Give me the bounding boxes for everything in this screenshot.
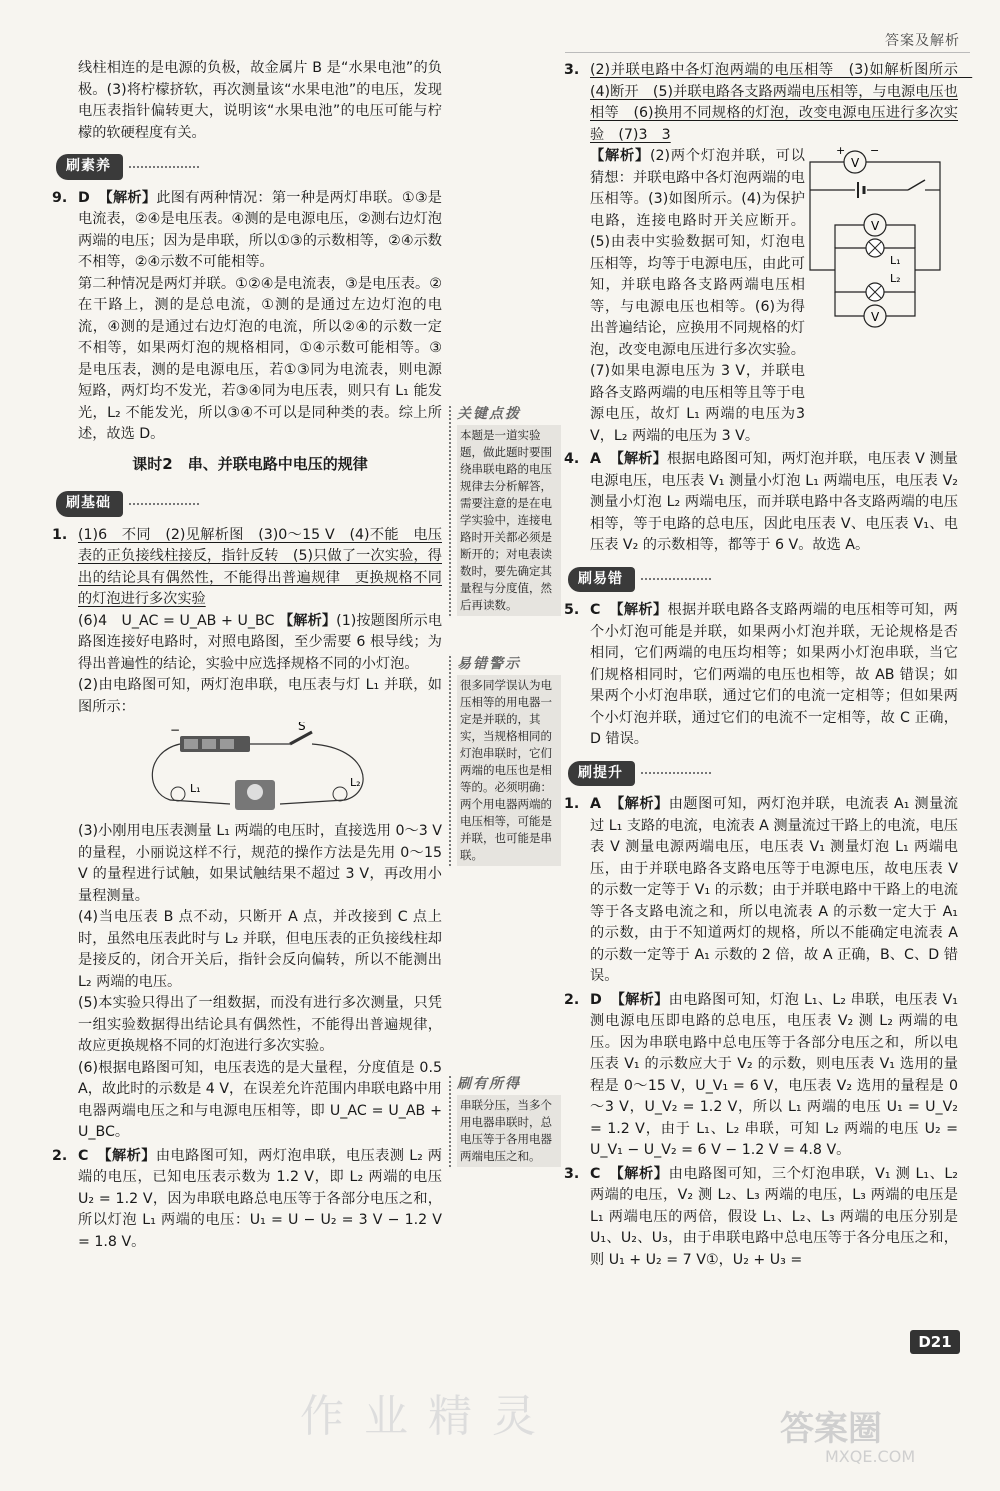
question-number: 5. — [564, 602, 580, 618]
note-error-warning — [449, 656, 561, 866]
section-rule — [641, 772, 711, 774]
answer-letter: C — [590, 1165, 601, 1182]
analysis-text: 由电路图可知，两灯泡串联，电压表测 L₂ 两端的电压，已知电压表示数为 1.2 V，即 L₂ 两端的电压 U₂ = 1.2 V，因为串联电路总电压等于各部分电压之和，所以灯泡 L₁ 两端的电压：U₁ = U − U₂ = 3 V − 1.2 V = 1.8 V。 — [78, 1147, 442, 1250]
watermark-logo — [770, 1400, 970, 1470]
figure-label-S: S — [298, 722, 306, 733]
figure-label-V: V — [871, 310, 880, 324]
corner-title: 答案及解析 — [885, 33, 960, 49]
question-1 — [52, 525, 443, 1144]
analysis-tag: 【解析】 — [610, 796, 669, 812]
analysis-tag: 【解析】 — [98, 189, 157, 206]
analysis-part-4: (4)当电压表 B 点不动，只断开 A 点，并改接到 C 点上时，虽然电压表此时与 L₂ 并联，但电压表的正负接线柱却是接反的，闭合开关后，指针会反向偏转，所以不能测出 L₂ 两端的电压。 — [78, 909, 442, 990]
section-badge: 刷基础 — [56, 491, 123, 517]
page-number: D21 — [910, 1330, 960, 1354]
header-rule — [565, 52, 970, 53]
series-circuit-figure — [140, 722, 380, 817]
bulb-icon — [333, 787, 347, 801]
answer-letter: A — [590, 796, 601, 812]
left-column — [52, 58, 443, 1255]
analysis-part-6: (6)根据电路图可知，电压表选的是大量程，分度值是 0.5 A，故此时的示数是 4 V，在误差允许范围内串联电路中用电器两端电压之和与电源电压相等，即 U_AC = U_AB + U_BC。 — [78, 1059, 442, 1140]
tisheng-question-2 — [564, 990, 958, 1162]
section-badge: 刷易错 — [568, 567, 635, 593]
figure-label-L1: L₁ — [190, 782, 201, 795]
note-title: 关键点拨 — [457, 406, 521, 422]
battery-cell — [202, 739, 216, 749]
answer-underlined: (2)并联电路中各灯泡两端的电压相等 (3)如解析图所示 (4)断开 (5)并联电路各支路两端电压相等，与电源电压也相等 (6)换用不同规格的灯泡，改变电源电压进行多次实验 (7)3 3 — [590, 62, 973, 143]
question-2 — [52, 1146, 442, 1254]
section-yicuo — [568, 567, 711, 593]
figure-label-plus: + — [836, 144, 846, 157]
question-number: 4. — [564, 451, 580, 467]
battery-cell — [184, 739, 198, 749]
lesson-title: 课时2 串、并联电路中电压的规律 — [132, 454, 368, 473]
note-text: 很多同学误认为电压相等的用电器一定是并联的，其实，当规格相同的灯泡串联时，它们两端的电压也是相等的。必须明确：两个用电器两端的电压相等，可能是并联，也可能是串联。 — [457, 675, 561, 866]
question-9 — [52, 188, 442, 446]
section-badge: 刷素养 — [56, 154, 123, 180]
analysis-tag: 【解析】 — [609, 1165, 669, 1182]
analysis-part-3: (3)小刚用电压表测量 L₁ 两端的电压时，直接选用 0～3 V 的量程，小丽说这样不行，规范的操作方法是先用 0～15 V 的量程进行试触，如果试触结果不超过 3 V，再改用小量程测量。 — [78, 823, 442, 904]
note-title: 刷有所得 — [457, 1076, 521, 1092]
question-number: 1. — [52, 526, 68, 543]
switch-icon — [290, 732, 312, 744]
figure-label-V: V — [871, 219, 880, 233]
question-number: 3. — [564, 62, 580, 78]
analysis-text: (1)按题图所示电路图连接好电路时，对照电路图，至少需要 6 根导线；为得出普遍性的结论，实验中应选择规格不同的小灯泡。 — [78, 612, 443, 672]
section-rule — [129, 166, 199, 168]
analysis-tag: 【解析】 — [590, 148, 650, 164]
note-text: 串联分压，当多个用电器串联时，总电压等于各用电器两端电压之和。 — [457, 1095, 561, 1167]
watermark-text: 作业精灵 — [300, 1391, 556, 1442]
question-5 — [564, 600, 958, 751]
section-badge: 刷提升 — [568, 761, 635, 787]
note-key-points — [449, 406, 561, 616]
figure-label-minus: − — [170, 723, 181, 737]
answer-letter: C — [78, 1147, 89, 1164]
analysis-tag: 【解析】 — [279, 612, 337, 629]
note-text: 本题是一道实验题，做此题时要围绕串联电路的电压规律去分析解答，需要注意的是在电学实验中，连接电路时开关都必须是断开的；对电表读数时，要先确定其量程与分度值，然后再读数。 — [457, 425, 561, 616]
analysis-part-5: (5)本实验只得出了一组数据，而没有进行多次测量，只凭一组实验数据得出结论具有偶然性，不能得出普遍规律，故应更换规格不同的灯泡进行多次实验。 — [78, 995, 442, 1054]
meter-dial-icon — [247, 784, 263, 800]
section-suyang — [56, 154, 199, 180]
figure-label-L1: L₁ — [890, 254, 901, 267]
answer-part-6: (6)4 U_AC = U_AB + U_BC — [78, 612, 275, 629]
analysis-tag: 【解析】 — [97, 1147, 156, 1164]
question-number: 2. — [52, 1147, 68, 1164]
paragraph: 线柱相连的是电源的负极，故金属片 B 是“水果电池”的负极。(3)将柠檬挤软，再次测量该“水果电池”的电压，发现电压表指针偏转更大，说明该“水果电池”的电压可能与柠檬的软硬程度有关。 — [78, 60, 442, 141]
watermark-logo-text: 答案圈 — [780, 1409, 882, 1449]
analysis-text-2: 第二种情况是两灯并联。①②④是电流表，③是电压表。②在干路上，测的是总电流，①测的是通过左边灯泡的电流，④测的是通过右边灯泡的电流，所以②④的示数一定不相等，如果两灯泡的规格相同，①④示数可能相等。③是电压表，测的是电源电压，若①③同为电流表，则电源短路，两灯均不发光，若③④同为电压表，则只有 L₁ 能发光，L₂ 不能发光，所以③④不可以是同种类的表。综上所述，故选 D。 — [78, 275, 442, 442]
parallel-circuit-figure — [790, 140, 960, 330]
section-tisheng — [568, 761, 711, 787]
analysis-text: 根据并联电路各支路两端的电压相等可知，两个小灯泡可能是并联，如果两小灯泡并联，无论规格是否相同，它们两端的电压均相等；如果两小灯泡串联，当它们规格相同时，它们两端的电压也相等，故 AB 错误；如果两个小灯泡串联，通过它们的电流一定相等；但如果两个小灯泡并联，通过它们的电流不一定相等，故 C 正确，D 错误。 — [590, 602, 958, 747]
answer-letter: D — [590, 991, 602, 1008]
answer-letter: D — [78, 189, 90, 206]
analysis-text: 此图有两种情况：第一种是两灯串联。①③是电流表，②④是电压表。④测的是电源电压，②测右边灯泡两端的电压；因为是串联，所以①③的示数相等，②④示数不相等，②④示数不可能相等。 — [78, 189, 442, 270]
question-4 — [564, 449, 958, 557]
note-title: 易错警示 — [457, 656, 521, 672]
analysis-tag: 【解析】 — [609, 602, 668, 618]
question-number: 2. — [564, 991, 580, 1008]
bulb-icon — [171, 787, 185, 801]
figure-label-V: V — [851, 156, 860, 170]
analysis-text: 根据电路图可知，两灯泡并联，电压表 V 测量电源电压，电压表 V₁ 测量小灯泡 L₁ 两端电压，电压表 V₂ 测量小灯泡 L₂ 两端电压，而并联电路中各支路两端的电压相等，等于电路的总电压，因此电压表 V、电压表 V₁、电压表 V₂ 的示数相等，都等于 6 V。故选 A。 — [590, 451, 958, 553]
switch-icon — [908, 180, 925, 190]
wire — [810, 162, 940, 190]
question-number: 1. — [564, 796, 580, 812]
section-jichu — [56, 491, 199, 517]
analysis-part-2: (2)由电路图可知，两灯泡串联，电压表与灯 L₁ 并联，如图所示： — [78, 677, 442, 715]
analysis-text: 由电路图可知，三个灯泡串联，V₁ 测 L₁、L₂ 两端的电压，V₂ 测 L₂、L₃ 两端的电压，L₃ 两端的电压是 L₁ 两端电压的两倍，假设 L₁、L₂、L₃ 两端的电压分别是 U₁、U₂、U₃，由于串联电路中总电压等于各分电压之和，则 U₁ + U₂ = 7 V①，U₂ + U₃ = — [590, 1165, 958, 1268]
analysis-text: 由题图可知，两灯泡并联，电流表 A₁ 测量流过 L₁ 支路的电流，电流表 A 测量流过干路上的电流，电压表 V 测量电源两端电压，电压表 V₁ 测量灯泡 L₁ 两端电压，由于并联电路各支路电压等于电源电压，故电压表 V 的示数一定等于 V₁ 的示数；由于并联电路中干路上的电流等于各支路电流之和，所以电流表 A 的示数一定大于 A₁ 的示数，由于不知道两灯的规格，所以不能确定电流表 A 的示数一定等于 A₁ 示数的 2 倍，故 A 正确，B、C、D 错误。 — [590, 796, 958, 984]
battery-cell — [220, 739, 234, 749]
analysis-text: (2)两个灯泡并联，可以猜想：并联电路中各灯泡两端的电压相等。(3)如图所示。(4)为保护电路，连接电路时开关应断开。(5)由表中实验数据可知，灯泡电压相等，均等于电源电压，由此可知，并联电路各支路两端电压相等，与电源电压也相等。(6)为得出普遍结论，应换用不同规格的灯泡，改变电源电压进行多次实验。(7)如果电源电压为 3 V，并联电路各支路两端的电压相等且等于电源电压，故灯 L₁ 两端的电压为3 V，L₂ 两端的电压为 3 V。 — [590, 148, 805, 444]
tisheng-question-3 — [564, 1164, 958, 1272]
analysis-text: 由电路图可知，灯泡 L₁、L₂ 串联，电压表 V₁ 测电源电压即电路的总电压，电压表 V₂ 测 L₂ 两端的电压。因为串联电路中总电压等于各部分电压之和，所以电压表 V₁ 的示数应大于 V₂ 的示数，则电压表 V₁ 选用的量程是 0～15 V，U_V₁ = 6 V，电压表 V₂ 选用的量程是 0～3 V，U_V₂ = 1.2 V，所以 L₁ 两端的电压 U₁ = U_V₂ = 1.2 V，由于 L₁、L₂ 串联，可知 L₂ 两端的电压 U₂ = U_V₁ − U_V₂ = 6 V − 1.2 V = 4.8 V。 — [590, 991, 958, 1158]
tisheng-question-1 — [564, 794, 958, 988]
analysis-tag: 【解析】 — [609, 451, 667, 467]
answer-underlined: (1)6 不同 (2)见解析图 (3)0～15 V (4)不能 电压表的正负接线柱接反，指针反转 (5)只做了一次实验，得出的结论具有偶然性，不能得出普遍规律 更换规格不同的灯泡进行多次实验 — [78, 526, 442, 607]
figure-label-L2: L₂ — [350, 776, 361, 789]
sidebar-notes — [449, 406, 561, 1181]
answer-letter: A — [590, 451, 601, 467]
figure-label-L2: L₂ — [890, 272, 901, 285]
figure-label-minus: − — [870, 144, 880, 157]
watermark-site: MXQE.COM — [825, 1447, 916, 1466]
analysis-tag: 【解析】 — [610, 991, 669, 1008]
question-number: 9. — [52, 189, 68, 206]
section-rule — [129, 503, 199, 505]
note-takeaway — [449, 1076, 561, 1167]
question-number: 3. — [564, 1165, 580, 1182]
answer-letter: C — [590, 602, 601, 618]
section-rule — [641, 578, 711, 580]
